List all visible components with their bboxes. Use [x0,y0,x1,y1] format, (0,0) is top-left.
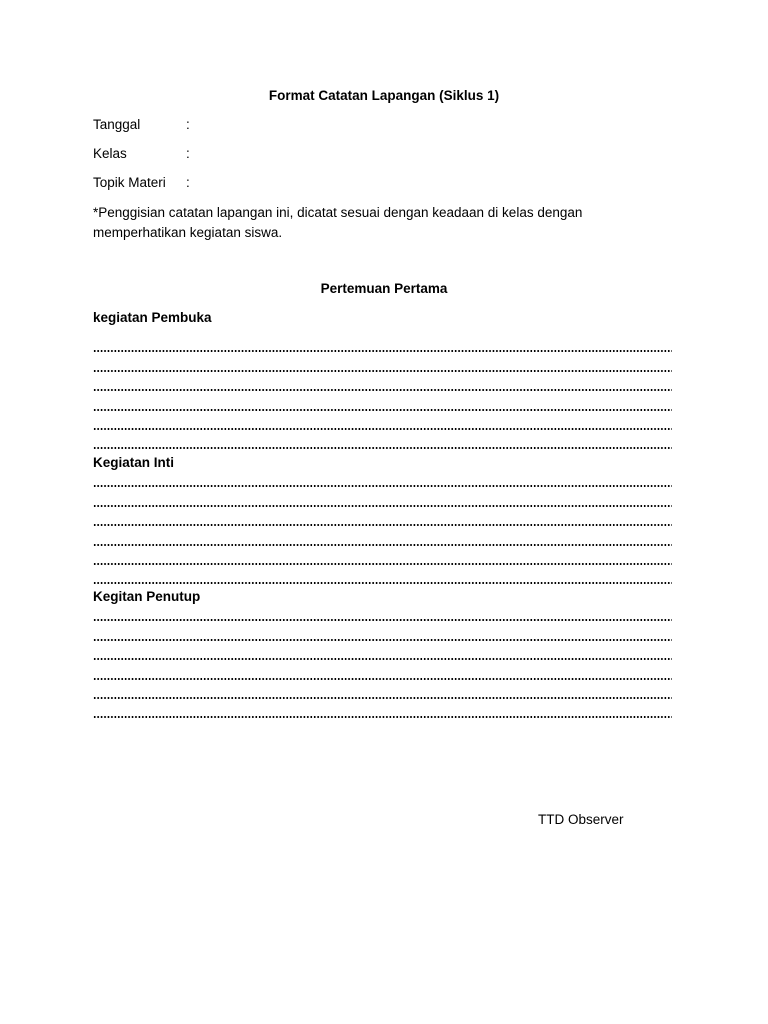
dotted-blank-line [93,336,672,355]
dotted-blank-line [93,490,672,509]
dotted-blank-line [93,702,672,721]
field-topik-materi [93,173,190,193]
dotted-blank-line [93,433,672,452]
meeting-title: Pertemuan Pertama [320,281,448,296]
dotted-blank-line [93,529,672,548]
instruction-note-line-2: memperhatikan kegiatan siswa. [93,224,283,240]
blank-lines-penutup [93,605,672,721]
dotted-blank-line [93,355,672,374]
field-label-kelas: Kelas [93,146,127,161]
section-heading-pembuka: kegiatan Pembuka [93,310,212,325]
section-heading-inti: Kegiatan Inti [93,455,175,470]
dotted-blank-line [93,683,672,702]
dotted-blank-line [93,624,672,643]
dotted-blank-line [93,394,672,413]
field-colon: : [186,117,190,132]
dotted-blank-line [93,471,672,490]
field-kelas [93,144,190,164]
field-colon: : [186,146,190,161]
dotted-blank-line [93,663,672,682]
field-label-tanggal: Tanggal [93,117,141,132]
dotted-blank-line [93,414,672,433]
dotted-blank-line [93,568,672,587]
field-colon: : [186,175,190,190]
dotted-blank-line [93,549,672,568]
field-tanggal [93,115,190,135]
document-title: Format Catatan Lapangan (Siklus 1) [268,88,500,103]
instruction-note [93,203,653,242]
dotted-blank-line [93,605,672,624]
blank-lines-inti [93,471,672,587]
dotted-blank-line [93,375,672,394]
blank-lines-pembuka [93,336,672,452]
field-label-topik-materi: Topik Materi [93,175,166,190]
instruction-note-line-1: *Penggisian catatan lapangan ini, dicatat sesuai dengan keadaan di kelas dengan [93,205,583,220]
dotted-blank-line [93,510,672,529]
section-heading-penutup: Kegitan Penutup [93,589,201,604]
dotted-blank-line [93,644,672,663]
signature-label: TTD Observer [538,812,624,827]
